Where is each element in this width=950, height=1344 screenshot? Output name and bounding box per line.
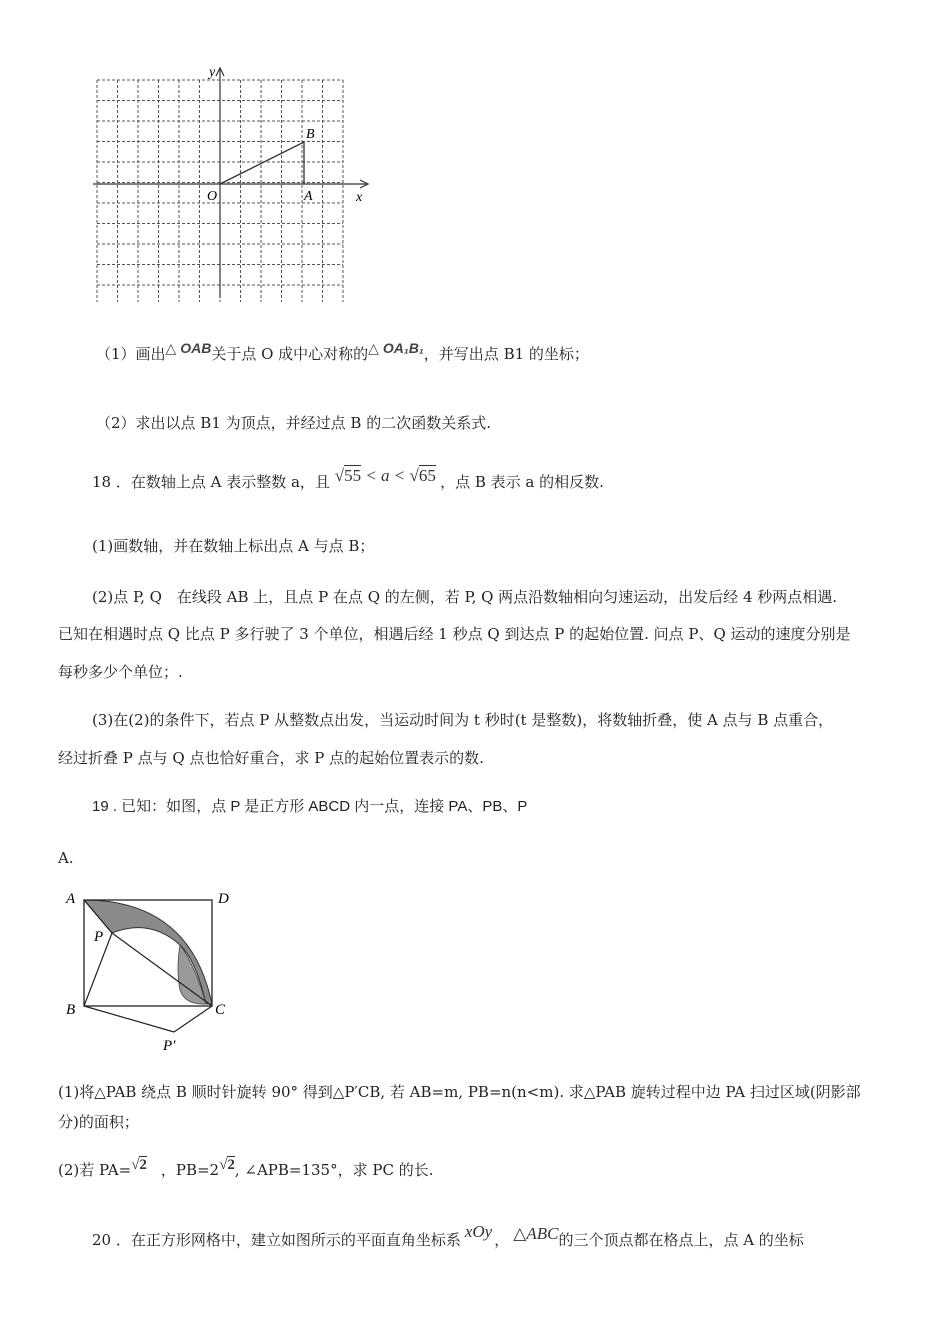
coordinate-grid-figure [90,62,380,302]
triangle-oa1b1: △ OA₁B₁ [368,340,424,356]
sqrt-sign-icon: √ [219,1157,228,1173]
xoy-formula: xOy [464,1222,493,1241]
sqrt-sign-icon: √ [131,1157,140,1173]
sqrt-2-formula: √2 [219,1157,235,1173]
radicand-55: 55 [344,466,362,485]
q18-heading: 18 ．在数轴上点 A 表示整数 a，且 √55 < a < √65 ，点 B 表示 a 的相反数. [92,466,604,491]
q18-part3-line2: 经过折叠 P 点与 Q 点也恰好重合，求 P 点的起始位置表示的数. [58,749,484,767]
label-x: x [356,190,363,205]
radicand-65: 65 [418,466,436,485]
q18-part3-line1: (3)在(2)的条件下，若点 P 从整数点出发，当运动时间为 t 秒时(t 是整数)，将数轴折叠，使 A 点与 B 点重合， [92,711,834,729]
label-c: C [215,1002,226,1018]
square-rotation-figure [60,884,240,1060]
segment-bpprime [84,1006,174,1032]
label-a: A [66,891,76,907]
sqrt-2-formula: √2 [131,1157,147,1173]
label-a: A [304,189,313,204]
label-d: D [218,891,229,907]
q19-heading: 19 . 已知：如图，点 P 是正方形 ABCD 内一点，连接 PA、PB、P [92,798,528,815]
triangle-oab: △ OAB [165,340,212,356]
sqrt-sign-icon: √ [334,466,345,485]
sqrt-sign-icon: √ [409,466,419,485]
q20-heading: 20 ．在正方形网格中，建立如图所示的平面直角坐标系 xOy ， △ABC的三个顶点都在格点上，点 A 的坐标 [92,1222,804,1249]
q18-part2-line1: (2)点 P, Q 在线段 AB 上，且点 P 在点 Q 的左侧，若 P, Q 两点沿数轴相向匀速运动，出发后经 4 秒两点相遇. [92,588,838,606]
label-b: B [66,1002,76,1018]
q19-part1-line2: 分)的面积； [58,1113,139,1131]
q17-part2: （2）求出以点 B1 为顶点，并经过点 B 的二次函数关系式. [96,414,491,432]
triangle-abc-formula: △ABC [513,1224,559,1243]
q18-part2-line2: 已知在相遇时点 Q 比点 P 多行驶了 3 个单位，相遇后经 1 秒点 Q 到达点 P 的起始位置. 问点 P、Q 运动的速度分别是 [58,625,851,643]
segment-cpprime [174,1006,212,1032]
label-b: B [306,127,315,142]
segment-ob [220,142,304,184]
inequality-formula: √55 < a < √65 [334,466,436,485]
label-p-prime: P′ [163,1038,176,1054]
q17-part1: （1）画出△ OAB关于点 O 成中心对称的△ OA₁B₁，并写出点 B1 的坐标； [96,340,589,363]
label-p: P [94,929,104,945]
q18-part2-line3: 每秒多少个单位；. [58,663,183,681]
q18-part1: (1)画数轴，并在数轴上标出点 A 与点 B； [92,537,375,555]
label-y: y [209,65,216,80]
q19-heading-wrap: A. [58,849,74,867]
q19-part1-line1: (1)将△PAB 绕点 B 顺时针旋转 90° 得到△P′CB, 若 AB=m, PB=n(n<m). 求△PAB 旋转过程中边 PA 扫过区域(阴影部 [58,1083,861,1101]
q19-part2: (2)若 PA=√2 ，PB=2√2, ∠APB=135°，求 PC 的长. [58,1157,434,1179]
label-origin: O [207,189,218,204]
